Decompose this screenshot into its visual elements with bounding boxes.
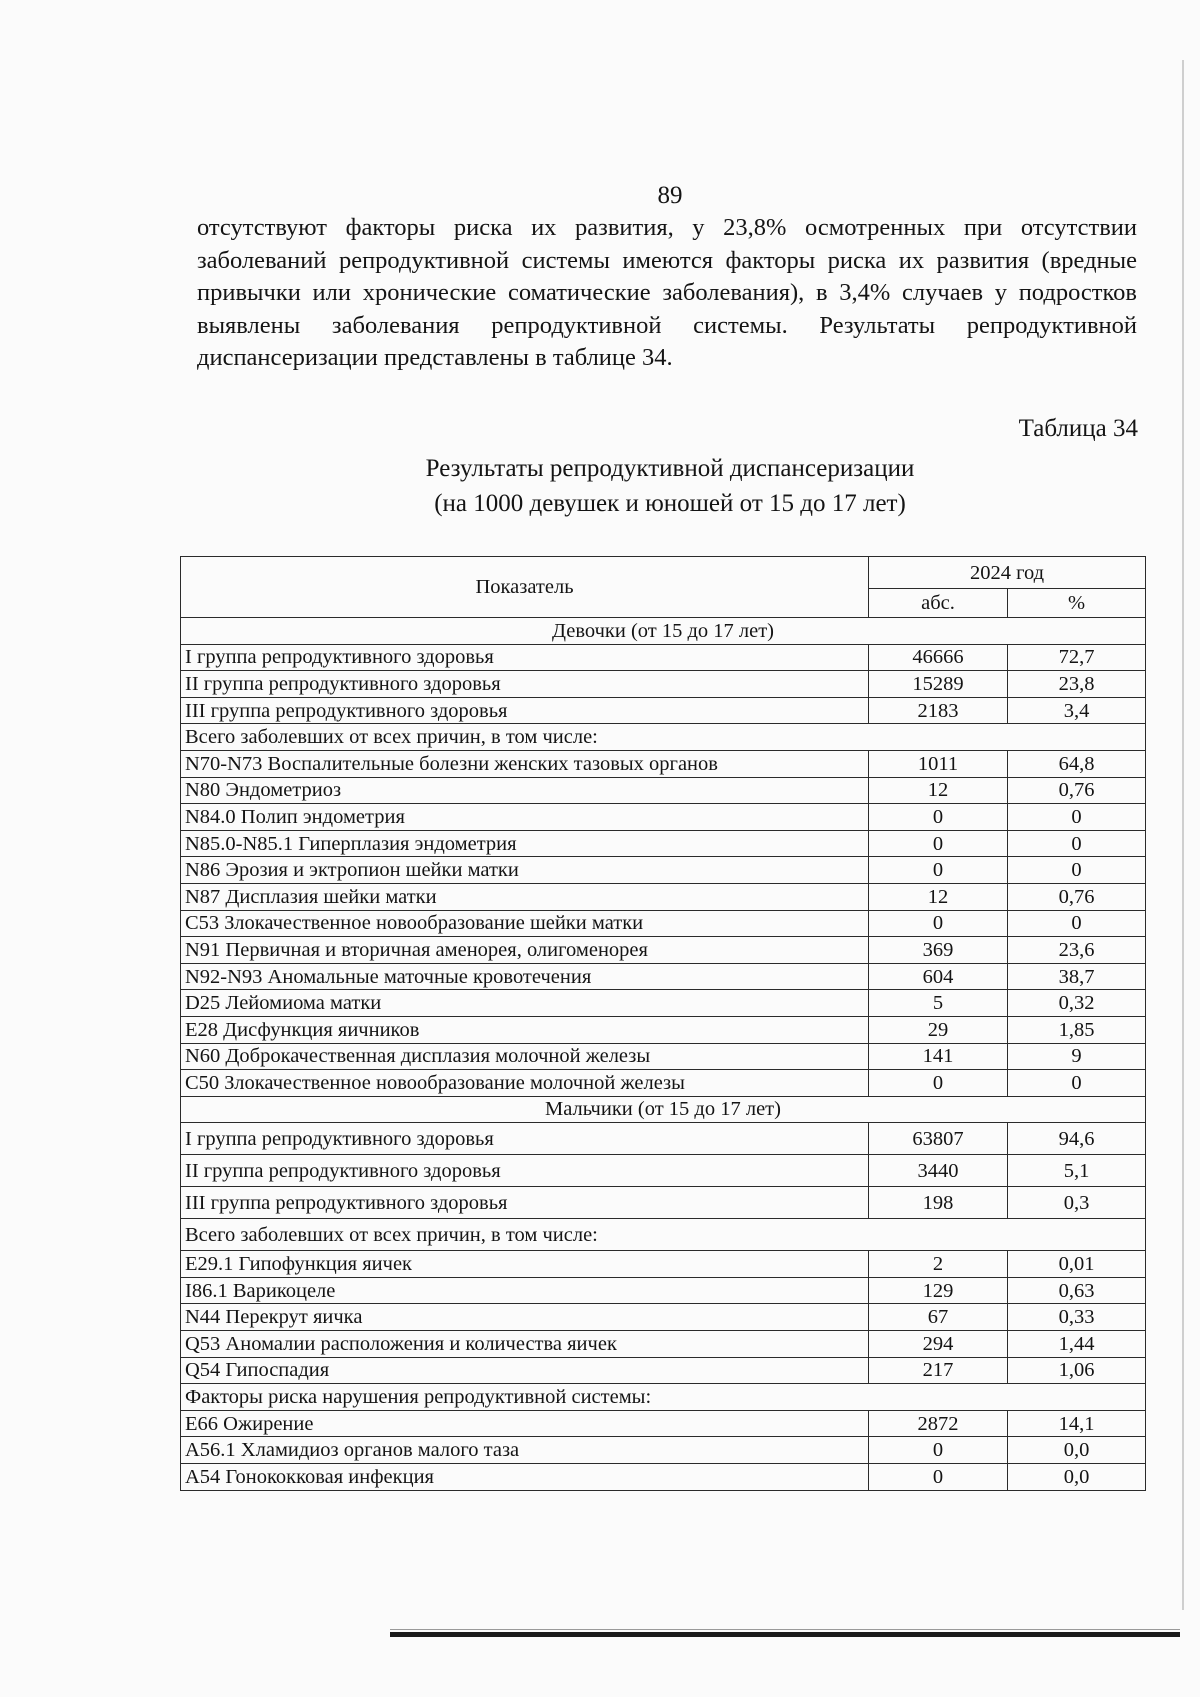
bottom-rule [390,1632,1180,1637]
table-row [181,1304,1146,1331]
row-pct-value: 0 [1008,830,1146,857]
row-indicator: Всего заболевших от всех причин, в том числе: [181,1219,1146,1251]
boys-section-title: Мальчики (от 15 до 17 лет) [181,1096,1146,1123]
row-abs-value: 46666 [869,644,1008,671]
row-indicator: Е29.1 Гипофункция яичек [181,1251,869,1278]
row-abs-value: 67 [869,1304,1008,1331]
row-abs-value: 12 [869,777,1008,804]
girls-section-title: Девочки (от 15 до 17 лет) [181,618,1146,645]
table-row [181,857,1146,884]
row-abs-value: 369 [869,937,1008,964]
row-indicator: II группа репродуктивного здоровья [181,1155,869,1187]
table-row [181,830,1146,857]
row-abs-value: 15289 [869,671,1008,698]
girls-section-row [181,618,1146,645]
table-row [181,1219,1146,1251]
row-indicator: I86.1 Варикоцеле [181,1277,869,1304]
table-row [181,1043,1146,1070]
table-row [181,804,1146,831]
table-row [181,644,1146,671]
row-indicator: Е28 Дисфункция яичников [181,1016,869,1043]
row-indicator: I группа репродуктивного здоровья [181,1123,869,1155]
table-title: Результаты репродуктивной диспансеризации [425,455,915,482]
row-indicator: Q53 Аномалии расположения и количества яичек [181,1331,869,1358]
row-indicator: II группа репродуктивного здоровья [181,671,869,698]
row-abs-value: 0 [869,910,1008,937]
table-row [181,1464,1146,1491]
row-pct-value: 38,7 [1008,963,1146,990]
row-indicator: N92-N93 Аномальные маточные кровотечения [181,963,869,990]
table-row [181,697,1146,724]
table-row [181,671,1146,698]
row-indicator: N85.0-N85.1 Гиперплазия эндометрия [181,830,869,857]
row-abs-value: 0 [869,857,1008,884]
row-pct-value: 3,4 [1008,697,1146,724]
row-abs-value: 2872 [869,1410,1008,1437]
page-number: 89 [657,182,683,209]
table-row [181,883,1146,910]
row-abs-value: 129 [869,1277,1008,1304]
row-abs-value: 0 [869,804,1008,831]
row-indicator: С50 Злокачественное новообразование молочной железы [181,1070,869,1097]
table-row [181,1410,1146,1437]
header-abs: абс. [869,589,1008,618]
row-indicator: N60 Доброкачественная дисплазия молочной железы [181,1043,869,1070]
row-pct-value: 0 [1008,857,1146,884]
row-indicator: N80 Эндометриоз [181,777,869,804]
row-indicator: Факторы риска нарушения репродуктивной системы: [181,1384,1146,1411]
table-header-row [181,557,1146,589]
table-row [181,1437,1146,1464]
row-indicator: А56.1 Хламидиоз органов малого таза [181,1437,869,1464]
table-row [181,1251,1146,1278]
row-abs-value: 294 [869,1331,1008,1358]
row-indicator: III группа репродуктивного здоровья [181,697,869,724]
header-pct: % [1008,589,1146,618]
row-abs-value: 0 [869,1437,1008,1464]
row-pct-value: 0,33 [1008,1304,1146,1331]
row-indicator: А54 Гонококковая инфекция [181,1464,869,1491]
row-abs-value: 141 [869,1043,1008,1070]
row-pct-value: 0,32 [1008,990,1146,1017]
bottom-rule-faint [390,1629,1180,1630]
row-abs-value: 0 [869,1070,1008,1097]
table-row [181,724,1146,751]
row-abs-value: 1011 [869,750,1008,777]
row-pct-value: 1,06 [1008,1357,1146,1384]
row-abs-value: 604 [869,963,1008,990]
row-pct-value: 5,1 [1008,1155,1146,1187]
row-indicator: Q54 Гипоспадия [181,1357,869,1384]
header-year: 2024 год [869,557,1146,589]
row-indicator: I группа репродуктивного здоровья [181,644,869,671]
table-row [181,1384,1146,1411]
row-pct-value: 9 [1008,1043,1146,1070]
table-row [181,1016,1146,1043]
row-pct-value: 72,7 [1008,644,1146,671]
row-pct-value: 1,44 [1008,1331,1146,1358]
row-pct-value: 94,6 [1008,1123,1146,1155]
table-row [181,777,1146,804]
boys-section-row [181,1096,1146,1123]
results-table [180,556,1146,1491]
row-indicator: N70-N73 Воспалительные болезни женских тазовых органов [181,750,869,777]
table-row [181,1331,1146,1358]
row-indicator: N87 Дисплазия шейки матки [181,883,869,910]
table-row [181,963,1146,990]
row-abs-value: 0 [869,830,1008,857]
table-row [181,990,1146,1017]
row-indicator: N86 Эрозия и эктропион шейки матки [181,857,869,884]
row-pct-value: 0,0 [1008,1464,1146,1491]
row-indicator: Е66 Ожирение [181,1410,869,1437]
header-indicator: Показатель [181,557,869,618]
row-pct-value: 0,63 [1008,1277,1146,1304]
table-row [181,937,1146,964]
row-pct-value: 0 [1008,910,1146,937]
table-row [181,1277,1146,1304]
row-indicator: D25 Лейомиома матки [181,990,869,1017]
row-abs-value: 29 [869,1016,1008,1043]
table-row [181,1070,1146,1097]
row-pct-value: 14,1 [1008,1410,1146,1437]
table-subtitle: (на 1000 девушек и юношей от 15 до 17 лет) [434,490,906,517]
row-pct-value: 0,3 [1008,1187,1146,1219]
row-abs-value: 2 [869,1251,1008,1278]
row-abs-value: 2183 [869,697,1008,724]
row-pct-value: 0,76 [1008,777,1146,804]
row-indicator: III группа репродуктивного здоровья [181,1187,869,1219]
row-abs-value: 3440 [869,1155,1008,1187]
row-abs-value: 12 [869,883,1008,910]
row-pct-value: 0,01 [1008,1251,1146,1278]
row-pct-value: 0 [1008,804,1146,831]
row-abs-value: 217 [869,1357,1008,1384]
row-abs-value: 0 [869,1464,1008,1491]
row-indicator: Всего заболевших от всех причин, в том числе: [181,724,1146,751]
row-pct-value: 0 [1008,1070,1146,1097]
row-pct-value: 1,85 [1008,1016,1146,1043]
body-paragraph: отсутствуют факторы риска их развития, у 23,8% осмотренных при отсутствии заболеваний репродуктивной системы имеются факторы риска их развития (вредные привычки или хронические соматические заболевания), в 3,4% случаев у подростков выявлены заболевания репродуктивной системы. Результаты репродуктивной диспансеризации представлены в таблице 34. [197,214,1137,371]
page-edge-shadow [1182,60,1184,1610]
table-row [181,1357,1146,1384]
table-label: Таблица 34 [1018,415,1138,442]
row-indicator: N44 Перекрут яичка [181,1304,869,1331]
row-abs-value: 5 [869,990,1008,1017]
table-row [181,1187,1146,1219]
table-body [181,618,1146,1491]
row-pct-value: 23,8 [1008,671,1146,698]
row-pct-value: 64,8 [1008,750,1146,777]
row-pct-value: 0,0 [1008,1437,1146,1464]
row-pct-value: 0,76 [1008,883,1146,910]
table-row [181,910,1146,937]
row-indicator: N91 Первичная и вторичная аменорея, олигоменорея [181,937,869,964]
row-pct-value: 23,6 [1008,937,1146,964]
row-indicator: С53 Злокачественное новообразование шейки матки [181,910,869,937]
row-abs-value: 198 [869,1187,1008,1219]
row-indicator: N84.0 Полип эндометрия [181,804,869,831]
table-row [181,1123,1146,1155]
table-row [181,750,1146,777]
table-row [181,1155,1146,1187]
row-abs-value: 63807 [869,1123,1008,1155]
